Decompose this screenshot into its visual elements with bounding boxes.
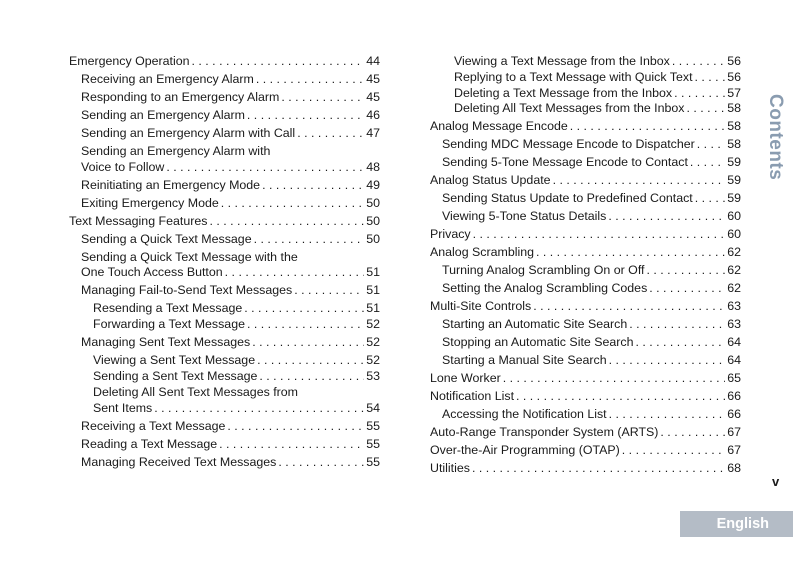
toc-entry-title: Receiving a Text Message <box>81 418 226 433</box>
toc-entry[interactable] <box>430 101 741 117</box>
dot-leader <box>227 419 364 435</box>
toc-entry[interactable] <box>430 209 741 225</box>
toc-entry-title-line1: Sending a Quick Text Message with the <box>81 249 298 264</box>
toc-entry-title: Privacy <box>430 227 471 242</box>
toc-entry-title: Deleting All Text Messages from the Inbox <box>454 101 685 116</box>
toc-entry-title: Deleting a Text Message from the Inbox <box>454 85 673 100</box>
toc-entry-page: 55 <box>366 454 380 469</box>
dot-leader <box>516 389 725 405</box>
dot-leader <box>646 263 725 279</box>
toc-entry-page: 44 <box>366 54 380 68</box>
toc-entry[interactable] <box>69 317 380 333</box>
toc-entry[interactable] <box>430 155 741 171</box>
toc-entry-title: Managing Fail-to-Send Text Messages <box>81 283 293 298</box>
toc-entry[interactable] <box>430 137 741 153</box>
dot-leader <box>247 317 364 333</box>
toc-entry[interactable] <box>69 108 380 124</box>
toc-entry-page: 52 <box>366 353 380 368</box>
dot-leader <box>608 209 725 225</box>
dot-leader <box>166 160 364 176</box>
toc-entry[interactable] <box>69 283 380 299</box>
toc-entry-page: 66 <box>727 389 741 404</box>
toc-entry-title: Reading a Text Message <box>81 436 218 451</box>
dot-leader <box>609 353 726 369</box>
toc-entry-page: 58 <box>727 101 741 116</box>
toc-entry-page: 52 <box>366 317 380 332</box>
toc-entry-page: 54 <box>366 400 380 415</box>
toc-entry-page: 51 <box>366 301 380 316</box>
dot-leader <box>244 301 364 317</box>
toc-entry[interactable] <box>69 419 380 435</box>
toc-entry-title: Replying to a Text Message with Quick Text <box>454 69 693 84</box>
toc-entry[interactable] <box>430 389 741 405</box>
toc-entry-title: Sending 5-Tone Message Encode to Contact <box>442 155 688 170</box>
toc-entry-page: 65 <box>727 371 741 386</box>
toc-entry[interactable] <box>69 250 380 282</box>
dot-leader <box>219 437 364 453</box>
dot-leader <box>247 108 364 124</box>
toc-entry[interactable] <box>430 317 741 333</box>
dot-leader <box>533 299 725 315</box>
toc-entry-title: Stopping an Automatic Site Search <box>442 335 634 350</box>
toc-entry-title: Starting a Manual Site Search <box>442 353 607 368</box>
contents-side-label: Contents <box>765 94 786 181</box>
dot-leader <box>252 335 364 351</box>
toc-entry-title: Resending a Text Message <box>93 301 243 316</box>
toc-entry[interactable] <box>430 245 741 261</box>
toc-entry[interactable] <box>430 353 741 369</box>
toc-entry-page: 56 <box>727 69 741 84</box>
toc-entry[interactable] <box>430 335 741 351</box>
toc-entry[interactable] <box>69 90 380 106</box>
toc-entry-title: Setting the Analog Scrambling Codes <box>442 281 648 296</box>
toc-entry-title: Sent Items <box>93 400 153 415</box>
toc-entry[interactable] <box>69 335 380 351</box>
toc-entry[interactable] <box>430 86 741 102</box>
dot-leader <box>695 70 726 86</box>
toc-entry[interactable] <box>430 70 741 86</box>
toc-entry[interactable] <box>69 214 380 230</box>
dot-leader <box>687 101 726 117</box>
toc-entry[interactable] <box>430 443 741 459</box>
toc-entry[interactable] <box>69 178 380 194</box>
dot-leader <box>257 353 364 369</box>
toc-entry[interactable] <box>430 371 741 387</box>
toc-entry-page: 47 <box>366 125 380 140</box>
toc-entry-page: 50 <box>366 195 380 210</box>
toc-entry[interactable] <box>69 144 380 176</box>
toc-entry-title: Viewing 5-Tone Status Details <box>442 209 607 224</box>
toc-entry-page: 58 <box>727 119 741 134</box>
toc-entry-page: 53 <box>366 368 380 383</box>
dot-leader <box>649 281 725 297</box>
toc-entry-page: 48 <box>366 159 380 174</box>
toc-entry-title: Receiving an Emergency Alarm <box>81 71 254 86</box>
language-tab: English <box>680 511 793 537</box>
toc-entry-title: Text Messaging Features <box>69 213 208 228</box>
toc-entry-page: 49 <box>366 177 380 192</box>
toc-entry-title: One Touch Access Button <box>81 265 223 280</box>
dot-leader <box>278 455 364 471</box>
toc-entry-title: Sending MDC Message Encode to Dispatcher <box>442 137 695 152</box>
toc-entry-title: Viewing a Sent Text Message <box>93 353 256 368</box>
toc-entry-title: Notification List <box>430 389 515 404</box>
toc-entry-title: Lone Worker <box>430 371 501 386</box>
dot-leader <box>629 317 725 333</box>
toc-entry[interactable] <box>69 72 380 88</box>
dot-leader <box>536 245 725 261</box>
toc-entry-title: Starting an Automatic Site Search <box>442 317 628 332</box>
dot-leader <box>192 54 365 70</box>
dot-leader <box>672 54 725 70</box>
toc-entry-page: 59 <box>727 173 741 188</box>
toc-entry-page: 56 <box>727 54 741 68</box>
dot-leader <box>697 137 725 153</box>
toc-entry-page: 52 <box>366 335 380 350</box>
toc-entry[interactable] <box>430 407 741 423</box>
toc-entry-title: Multi-Site Controls <box>430 299 532 314</box>
toc-entry-title: Reinitiating an Emergency Mode <box>81 177 261 192</box>
toc-entry-page: 55 <box>366 436 380 451</box>
toc-entry-page: 60 <box>727 209 741 224</box>
toc-entry[interactable] <box>69 126 380 142</box>
toc-entry-title: Forwarding a Text Message <box>93 317 245 332</box>
toc-entry[interactable] <box>430 425 741 441</box>
toc-entry[interactable] <box>430 227 741 243</box>
toc-entry-title: Over-the-Air Programming (OTAP) <box>430 443 620 458</box>
dot-leader <box>294 283 364 299</box>
dot-leader <box>674 86 725 102</box>
toc-entry-page: 64 <box>727 335 741 350</box>
toc-entry-page: 64 <box>727 353 741 368</box>
toc-entry[interactable] <box>430 263 741 279</box>
dot-leader <box>281 90 364 106</box>
toc-entry-title: Analog Scrambling <box>430 245 535 260</box>
toc-entry-page: 63 <box>727 317 741 332</box>
toc-entry[interactable] <box>69 385 380 417</box>
toc-entry-page: 50 <box>366 231 380 246</box>
toc-entry[interactable] <box>430 173 741 189</box>
toc-entry-page: 63 <box>727 299 741 314</box>
toc-entry-page: 68 <box>727 461 741 476</box>
toc-entry-title: Exiting Emergency Mode <box>81 195 219 210</box>
toc-entry-page: 62 <box>727 281 741 296</box>
toc-entry-title: Viewing a Text Message from the Inbox <box>454 54 670 68</box>
dot-leader <box>622 443 725 459</box>
toc-entry-title: Sending an Emergency Alarm with Call <box>81 125 296 140</box>
toc-entry-page: 62 <box>727 263 741 278</box>
toc-entry-title: Auto-Range Transponder System (ARTS) <box>430 425 659 440</box>
toc-entry[interactable] <box>430 461 741 477</box>
toc-entry[interactable] <box>69 369 380 385</box>
toc-entry-title: Emergency Operation <box>69 54 190 68</box>
dot-leader <box>259 369 364 385</box>
toc-right-column <box>430 54 741 477</box>
toc-entry[interactable] <box>69 54 380 70</box>
toc-entry-page: 60 <box>727 227 741 242</box>
dot-leader <box>472 461 725 477</box>
toc-entry[interactable] <box>430 119 741 135</box>
toc-entry-page: 59 <box>727 155 741 170</box>
toc-entry-page: 58 <box>727 137 741 152</box>
dot-leader <box>553 173 726 189</box>
dot-leader <box>154 401 364 417</box>
dot-leader <box>609 407 726 423</box>
toc-entry-page: 45 <box>366 89 380 104</box>
toc-entry-title: Managing Received Text Messages <box>81 454 277 469</box>
dot-leader <box>254 232 365 248</box>
toc-entry-page: 59 <box>727 191 741 206</box>
dot-leader <box>695 191 725 207</box>
dot-leader <box>570 119 725 135</box>
toc-entry-page: 55 <box>366 418 380 433</box>
toc-entry-title: Sending a Sent Text Message <box>93 368 258 383</box>
toc-entry-title: Accessing the Notification List <box>442 407 607 422</box>
toc-entry-page: 57 <box>727 85 741 100</box>
toc-entry-title: Analog Status Update <box>430 173 551 188</box>
toc-entry[interactable] <box>69 196 380 212</box>
toc-entry[interactable] <box>430 299 741 315</box>
toc-entry[interactable] <box>69 301 380 317</box>
toc-entry[interactable] <box>69 353 380 369</box>
toc-entry-title: Sending a Quick Text Message <box>81 231 252 246</box>
dot-leader <box>297 126 364 142</box>
toc-entry[interactable] <box>430 281 741 297</box>
toc-entry-page: 67 <box>727 425 741 440</box>
toc-entry-title: Turning Analog Scrambling On or Off <box>442 263 645 278</box>
page-number: v <box>772 474 780 489</box>
dot-leader <box>262 178 364 194</box>
dot-leader <box>225 265 365 281</box>
toc-entry-title: Sending an Emergency Alarm <box>81 107 245 122</box>
toc-entry-title: Utilities <box>430 461 470 476</box>
toc-entry-page: 45 <box>366 71 380 86</box>
toc-entry[interactable] <box>430 54 741 70</box>
toc-entry-title-line1: Deleting All Sent Text Messages from <box>93 384 299 399</box>
dot-leader <box>660 425 725 441</box>
toc-entry-title: Managing Sent Text Messages <box>81 335 251 350</box>
toc-entry[interactable] <box>69 455 380 471</box>
toc-entry-page: 51 <box>366 265 380 280</box>
toc-entry-page: 50 <box>366 213 380 228</box>
dot-leader <box>636 335 726 351</box>
dot-leader <box>209 214 364 230</box>
toc-entry[interactable] <box>430 191 741 207</box>
toc-entry-title: Analog Message Encode <box>430 119 568 134</box>
toc-entry[interactable] <box>69 437 380 453</box>
toc-entry-title: Sending Status Update to Predefined Contact <box>442 191 693 206</box>
toc-entry[interactable] <box>69 232 380 248</box>
toc-entry-title: Responding to an Emergency Alarm <box>81 89 280 104</box>
toc-entry-page: 46 <box>366 107 380 122</box>
toc-entry-title-line1: Sending an Emergency Alarm with <box>81 143 271 158</box>
toc-entry-page: 67 <box>727 443 741 458</box>
dot-leader <box>690 155 725 171</box>
toc-left-column <box>69 54 380 470</box>
dot-leader <box>256 72 364 88</box>
toc-entry-page: 51 <box>366 283 380 298</box>
toc-entry-page: 66 <box>727 407 741 422</box>
toc-entry-title: Voice to Follow <box>81 159 165 174</box>
dot-leader <box>503 371 725 387</box>
dot-leader <box>221 196 364 212</box>
dot-leader <box>473 227 726 243</box>
toc-entry-page: 62 <box>727 245 741 260</box>
